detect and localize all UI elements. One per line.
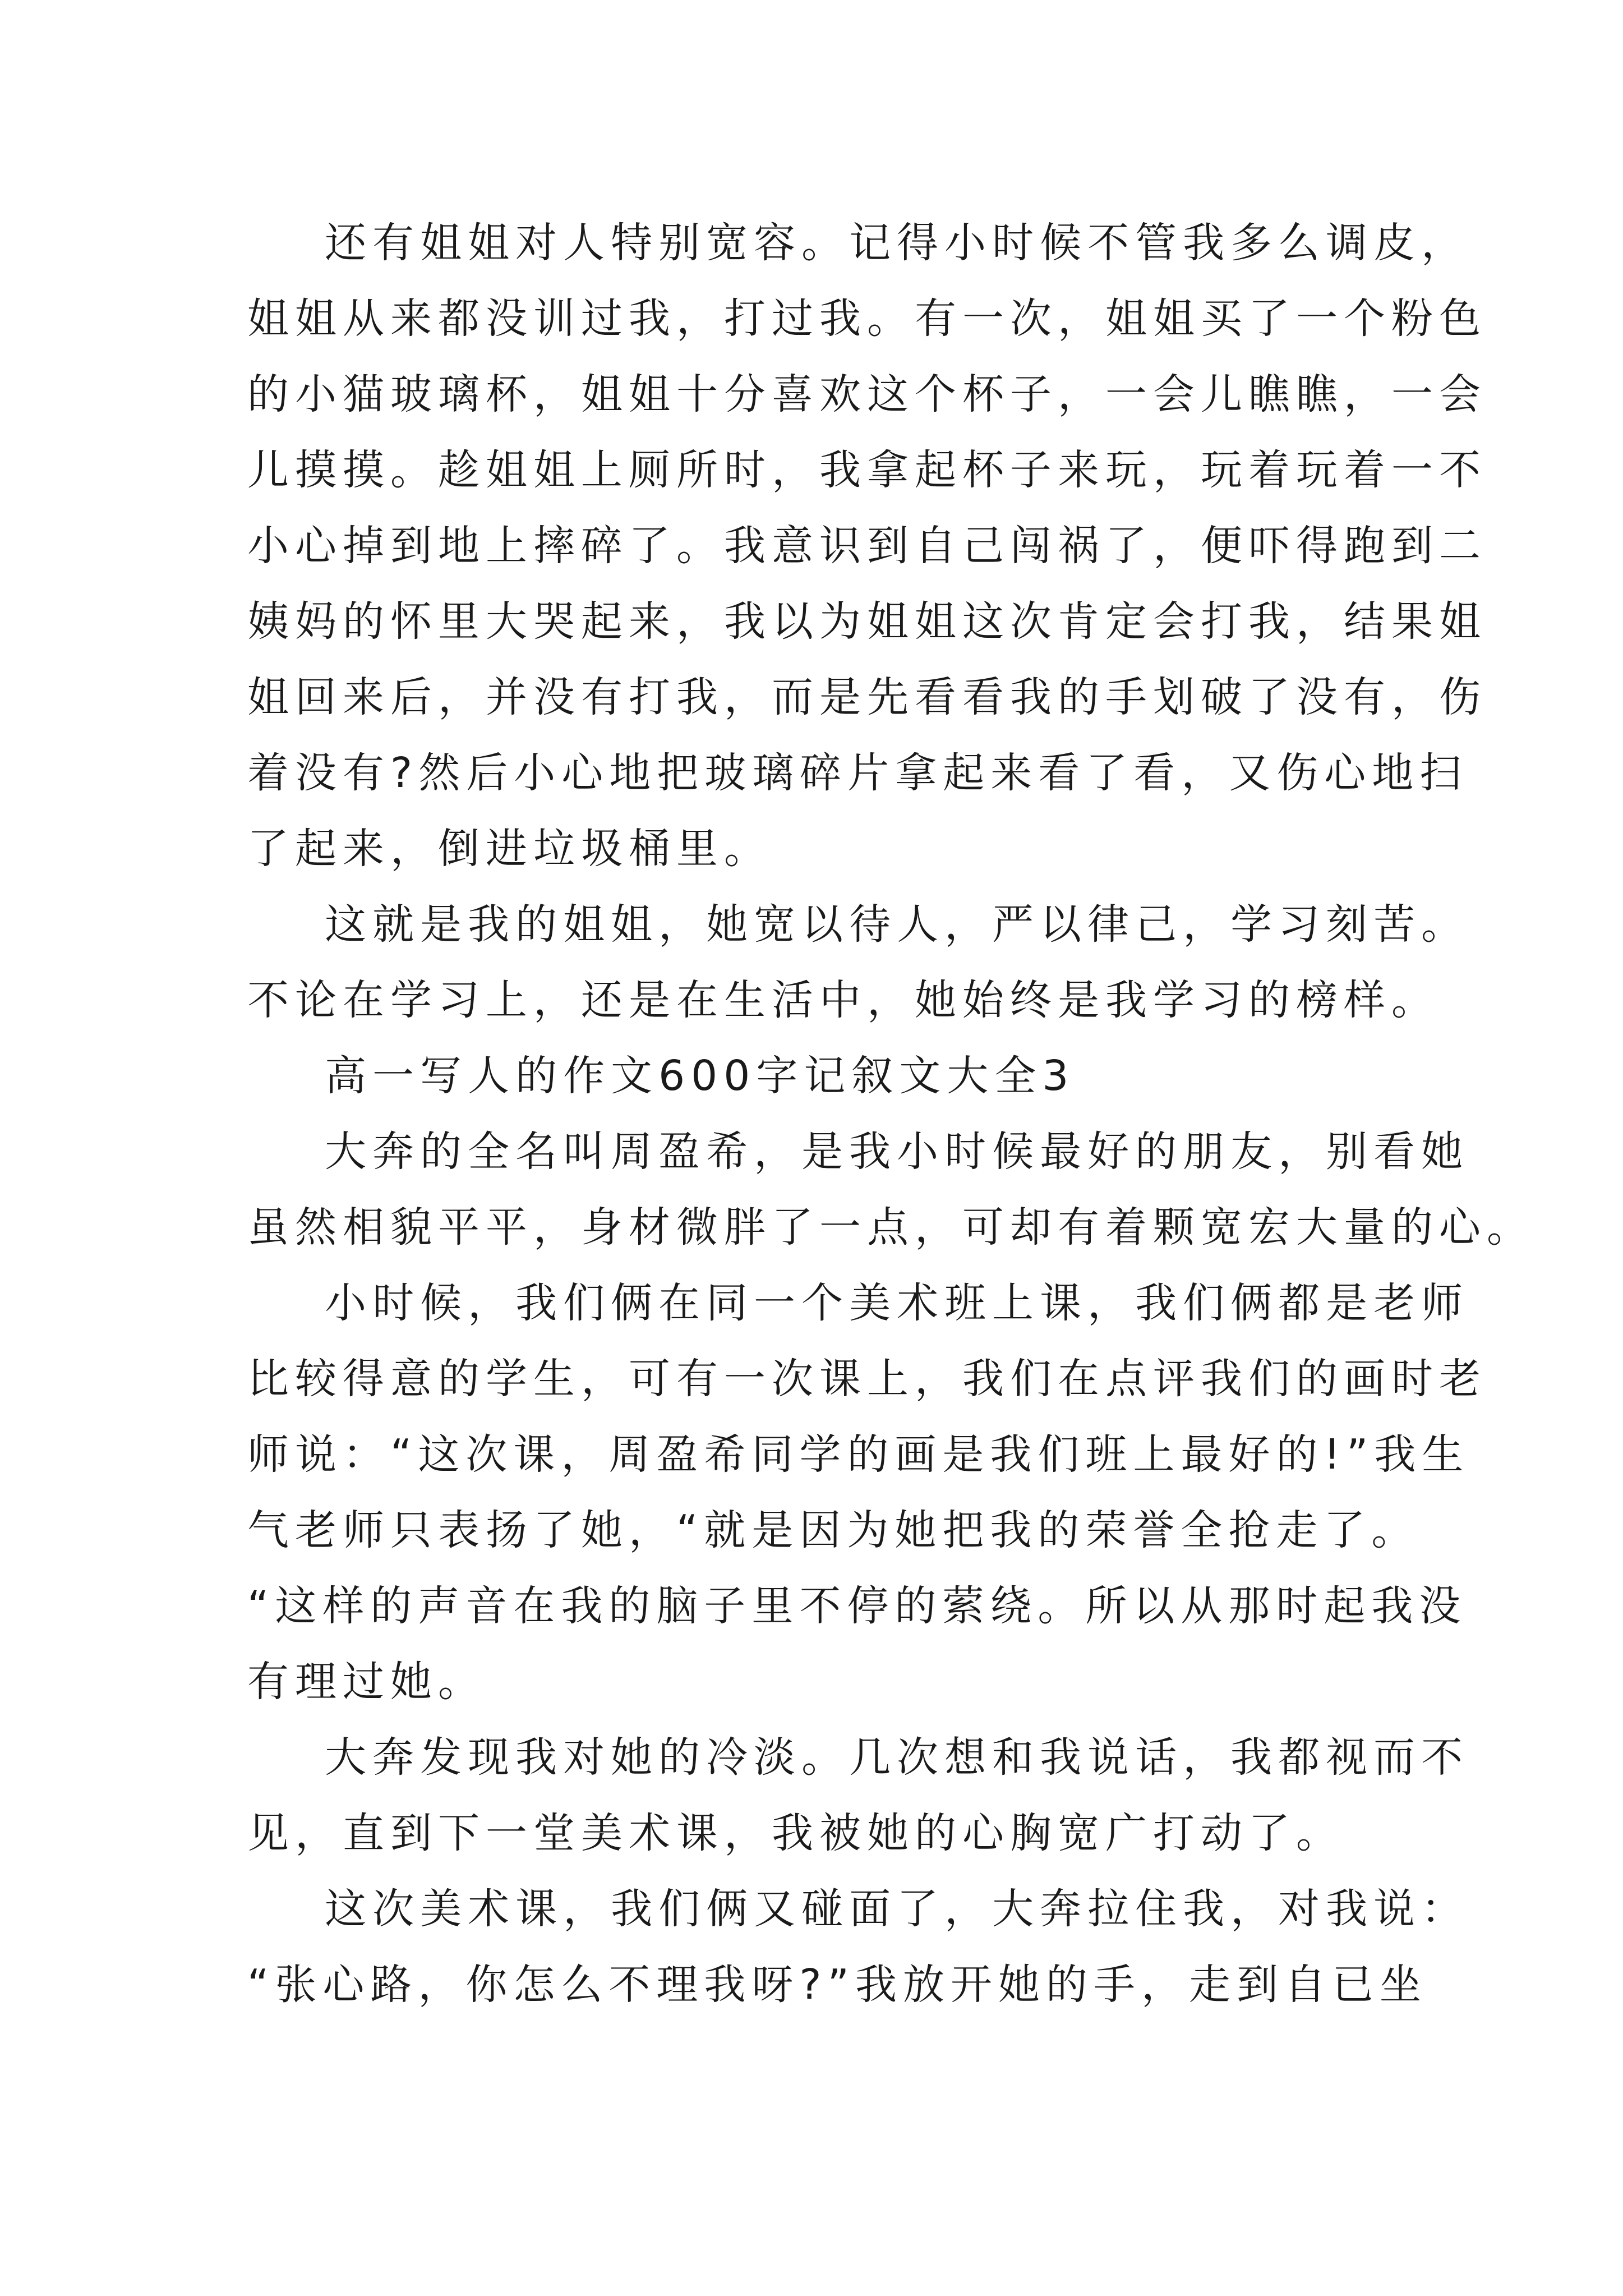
- text-line: 大奔发现我对她的冷淡。几次想和我说话，我都视而不: [325, 1733, 1469, 1782]
- text-line: 大奔的全名叫周盈希，是我小时候最好的朋友，别看她: [325, 1128, 1469, 1176]
- body-text: [247, 205, 1534, 2023]
- text-line: 比较得意的学生，可有一次课上，我们在点评我们的画时老: [247, 1355, 1487, 1403]
- text-line: 姐回来后，并没有打我，而是先看看我的手划破了没有，伤: [247, 673, 1487, 721]
- text-line: 小时候，我们俩在同一个美术班上课，我们俩都是老师: [325, 1279, 1469, 1327]
- text-line: 了起来，倒进垃圾桶里。: [247, 825, 772, 873]
- text-line: 姐姐从来都没训过我，打过我。有一次，姐姐买了一个粉色: [247, 295, 1487, 343]
- text-line: 的小猫玻璃杯，姐姐十分喜欢这个杯子，一会儿瞧瞧，一会: [247, 370, 1487, 418]
- text-line: 见，直到下一堂美术课，我被她的心胸宽广打动了。: [247, 1809, 1344, 1857]
- text-line: 儿摸摸。趁姐姐上厕所时，我拿起杯子来玩，玩着玩着一不: [247, 446, 1487, 494]
- text-line: “这样的声音在我的脑子里不停的萦绕。所以从那时起我没: [247, 1582, 1467, 1630]
- text-line: 这就是我的姐姐，她宽以待人，严以律己，学习刻苦。: [325, 900, 1469, 949]
- text-line: 有理过她。: [247, 1658, 486, 1706]
- text-line: “张心路，你怎么不理我呀?”我放开她的手，走到自已坐: [247, 1961, 1427, 2009]
- text-line: 气老师只表扬了她，“就是因为她把我的荣誉全抢走了。: [247, 1506, 1419, 1554]
- text-line: 小心掉到地上摔碎了。我意识到自己闯祸了，便吓得跑到二: [247, 522, 1487, 570]
- text-line: 师说：“这次课，周盈希同学的画是我们班上最好的!”我生: [247, 1430, 1470, 1479]
- text-line: 姨妈的怀里大哭起来，我以为姐姐这次肯定会打我，结果姐: [247, 597, 1487, 646]
- section-heading: 高一写人的作文600字记叙文大全3: [325, 1052, 1075, 1100]
- text-line: 这次美术课，我们俩又碰面了，大奔拉住我，对我说：: [325, 1885, 1469, 1933]
- text-line: 着没有?然后小心地把玻璃碎片拿起来看了看，又伤心地扫: [247, 749, 1468, 797]
- text-line: 不论在学习上，还是在生活中，她始终是我学习的榜样。: [247, 976, 1439, 1024]
- text-line: 虽然相貌平平，身材微胖了一点，可却有着颗宽宏大量的心。: [247, 1203, 1534, 1251]
- text-line: 还有姐姐对人特别宽容。记得小时候不管我多么调皮，: [325, 219, 1469, 267]
